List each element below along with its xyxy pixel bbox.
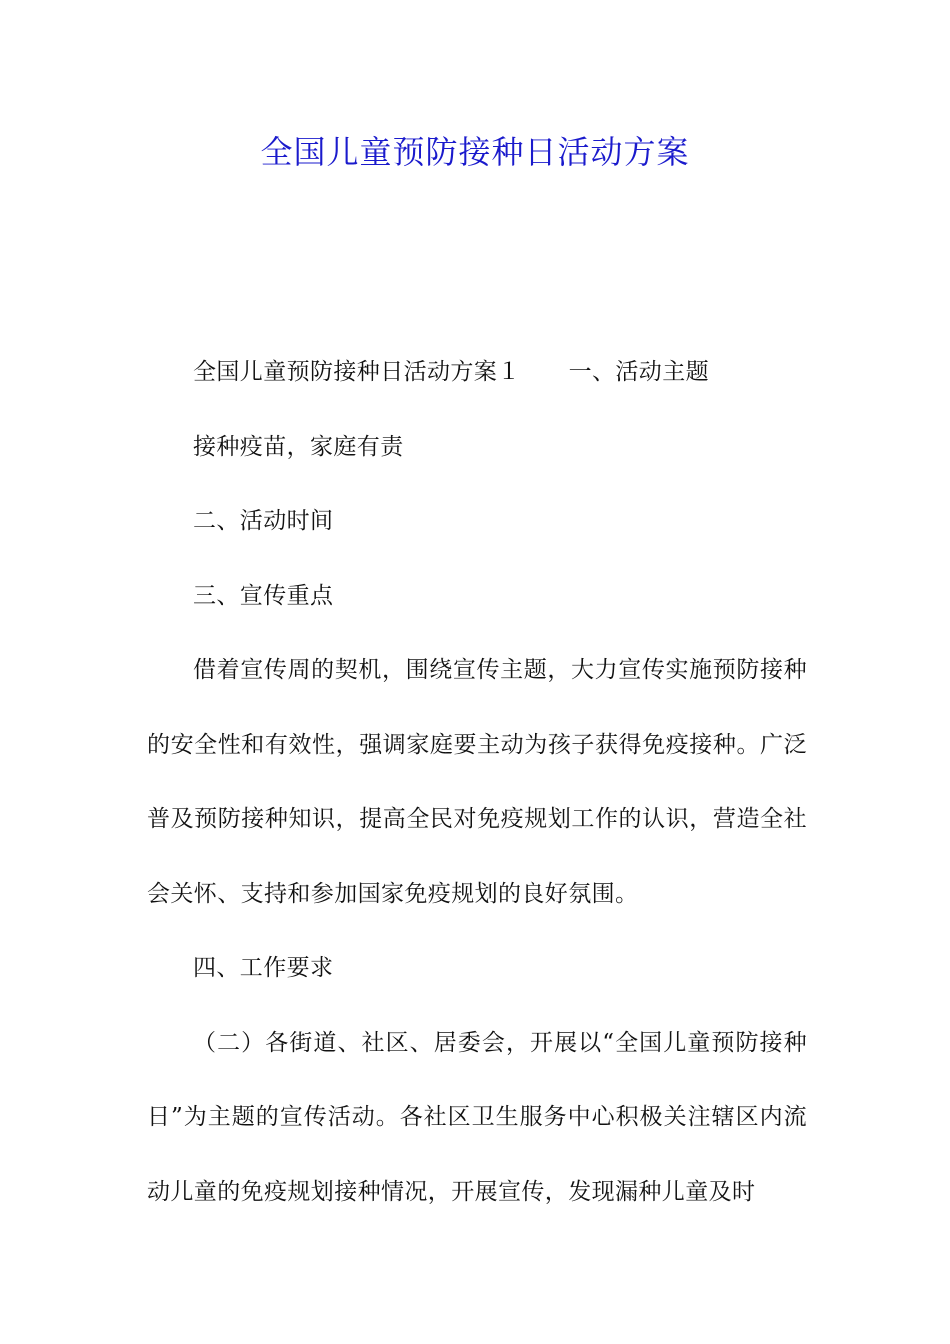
paragraph-theme: 接种疫苗，家庭有责 xyxy=(193,433,404,460)
heading-line xyxy=(147,335,807,410)
paragraph-publicity: 借着宣传周的契机，围绕宣传主题，大力宣传实施预防接种的安全性和有效性，强调家庭要主动为孩子获得免疫接种。广泛普及预防接种知识，提高全民对免疫规划工作的认识，营造全社会关怀、支持和参加国家免疫规划的良好氛围。 xyxy=(147,657,807,907)
document-title: 全国儿童预防接种日活动方案 xyxy=(260,133,690,171)
section-heading-4: 四、工作要求 xyxy=(193,955,334,981)
section-title: 全国儿童预防接种日活动方案１ xyxy=(193,359,521,385)
section-heading-3: 三、宣传重点 xyxy=(193,582,334,609)
section-heading-1: 一、活动主题 xyxy=(568,359,710,385)
document-body xyxy=(147,335,807,1229)
section-heading-2: 二、活动时间 xyxy=(193,508,334,534)
paragraph-requirements: （二）各街道、社区、居委会，开展以“全国儿童预防接种日”为主题的宣传活动。各社区卫生服务中心积极关注辖区内流动儿童的免疫规划接种情况，开展宣传，发现漏种儿童及时 xyxy=(147,1029,807,1205)
